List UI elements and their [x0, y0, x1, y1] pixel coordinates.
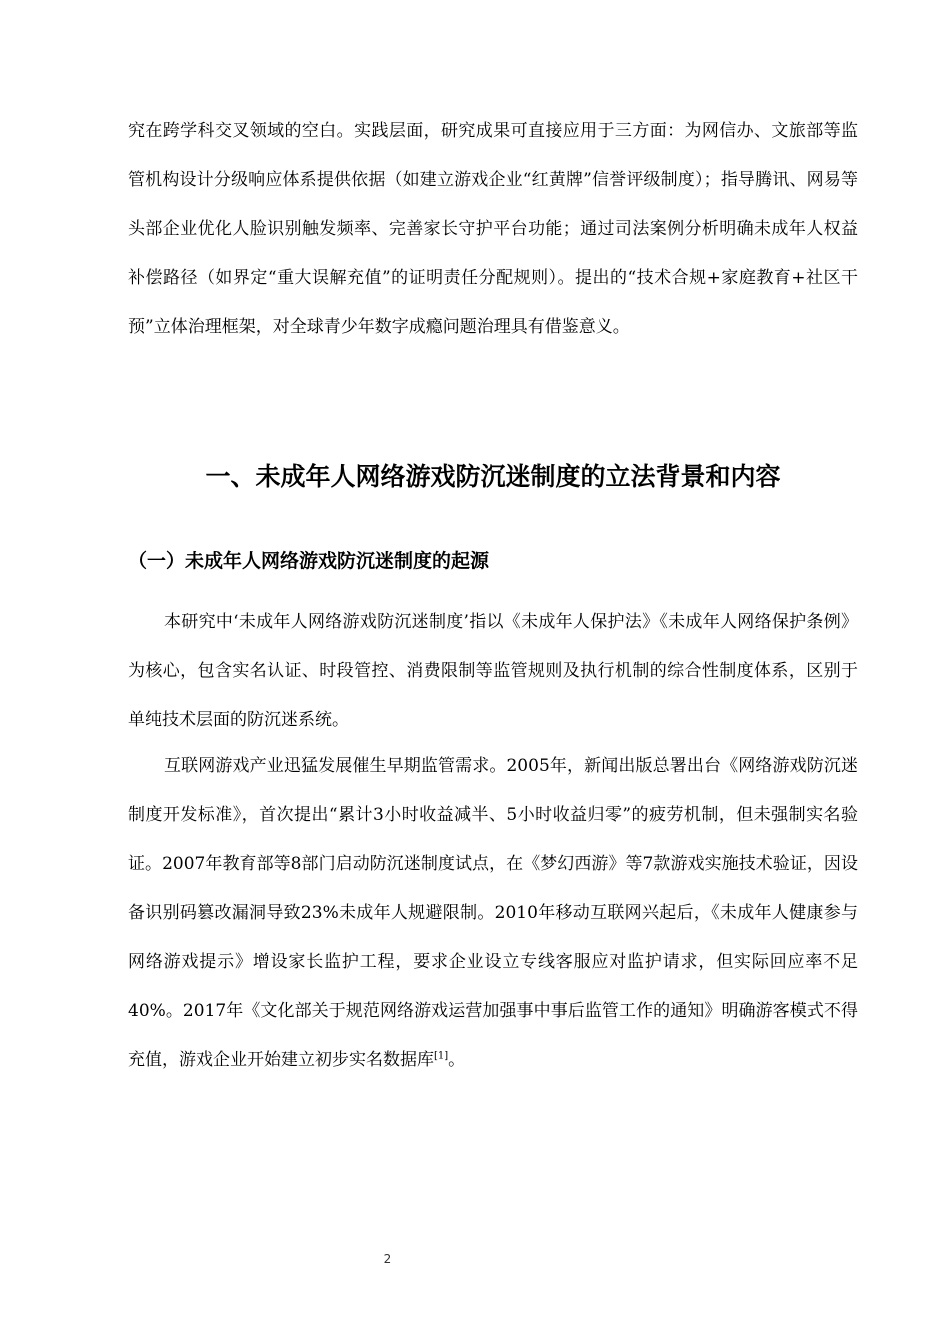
citation-reference[interactable]: [1] [434, 1050, 449, 1062]
paragraph-definition [128, 598, 858, 745]
paragraph-history-end: 。 [448, 1050, 466, 1070]
page-number: 2 [383, 1252, 392, 1266]
paragraph-history-text: 互联网游戏产业迅猛发展催生早期监管需求。2005年，新闻出版总署出台《网络游戏防沉迷制度开发标准》，首次提出“累计3小时收益减半、5小时收益归零”的疲劳机制，但未强制实名验证。2007年教育部等8部门启动防沉迷制度试点，在《梦幻西游》等7款游戏实施技术验证，因设备识别码篡改漏洞导致23%未成年人规避限制。2010年移动互联网兴起后，《未成年人健康参与网络游戏提示》增设家长监护工程，要求企业设立专线客服应对监护请求，但实际回应率不足40%。2017年《文化部关于规范网络游戏运营加强事中事后监管工作的通知》明确游客模式不得充值，游戏企业开始建立初步实名数据库 [128, 756, 858, 1070]
section-heading: 一、未成年人网络游戏防沉迷制度的立法背景和内容 [205, 462, 781, 491]
paragraph-continuation-text: 究在跨学科交叉领域的空白。实践层面，研究成果可直接应用于三方面：为网信办、文旅部等监管机构设计分级响应体系提供依据（如建立游戏企业“红黄牌”信誉评级制度）；指导腾讯、网易等头部企业优化人脸识别触发频率、完善家长守护平台功能；通过司法案例分析明确未成年人权益补偿路径（如界定“重大误解充值”的证明责任分配规则）。提出的“技术合规+家庭教育+社区干预”立体治理框架，对全球青少年数字成瘾问题治理具有借鉴意义。 [128, 121, 858, 337]
paragraph-history [128, 742, 858, 1085]
paragraph-history-body [128, 742, 858, 1085]
subsection-heading: （一）未成年人网络游戏防沉迷制度的起源 [128, 550, 490, 572]
paragraph-continuation [128, 107, 858, 352]
paragraph-definition-text: 本研究中‘未成年人网络游戏防沉迷制度’指以《未成年人保护法》《未成年人网络保护条例》为核心，包含实名认证、时段管控、消费限制等监管规则及执行机制的综合性制度体系，区别于单纯技术层面的防沉迷系统。 [128, 612, 858, 730]
